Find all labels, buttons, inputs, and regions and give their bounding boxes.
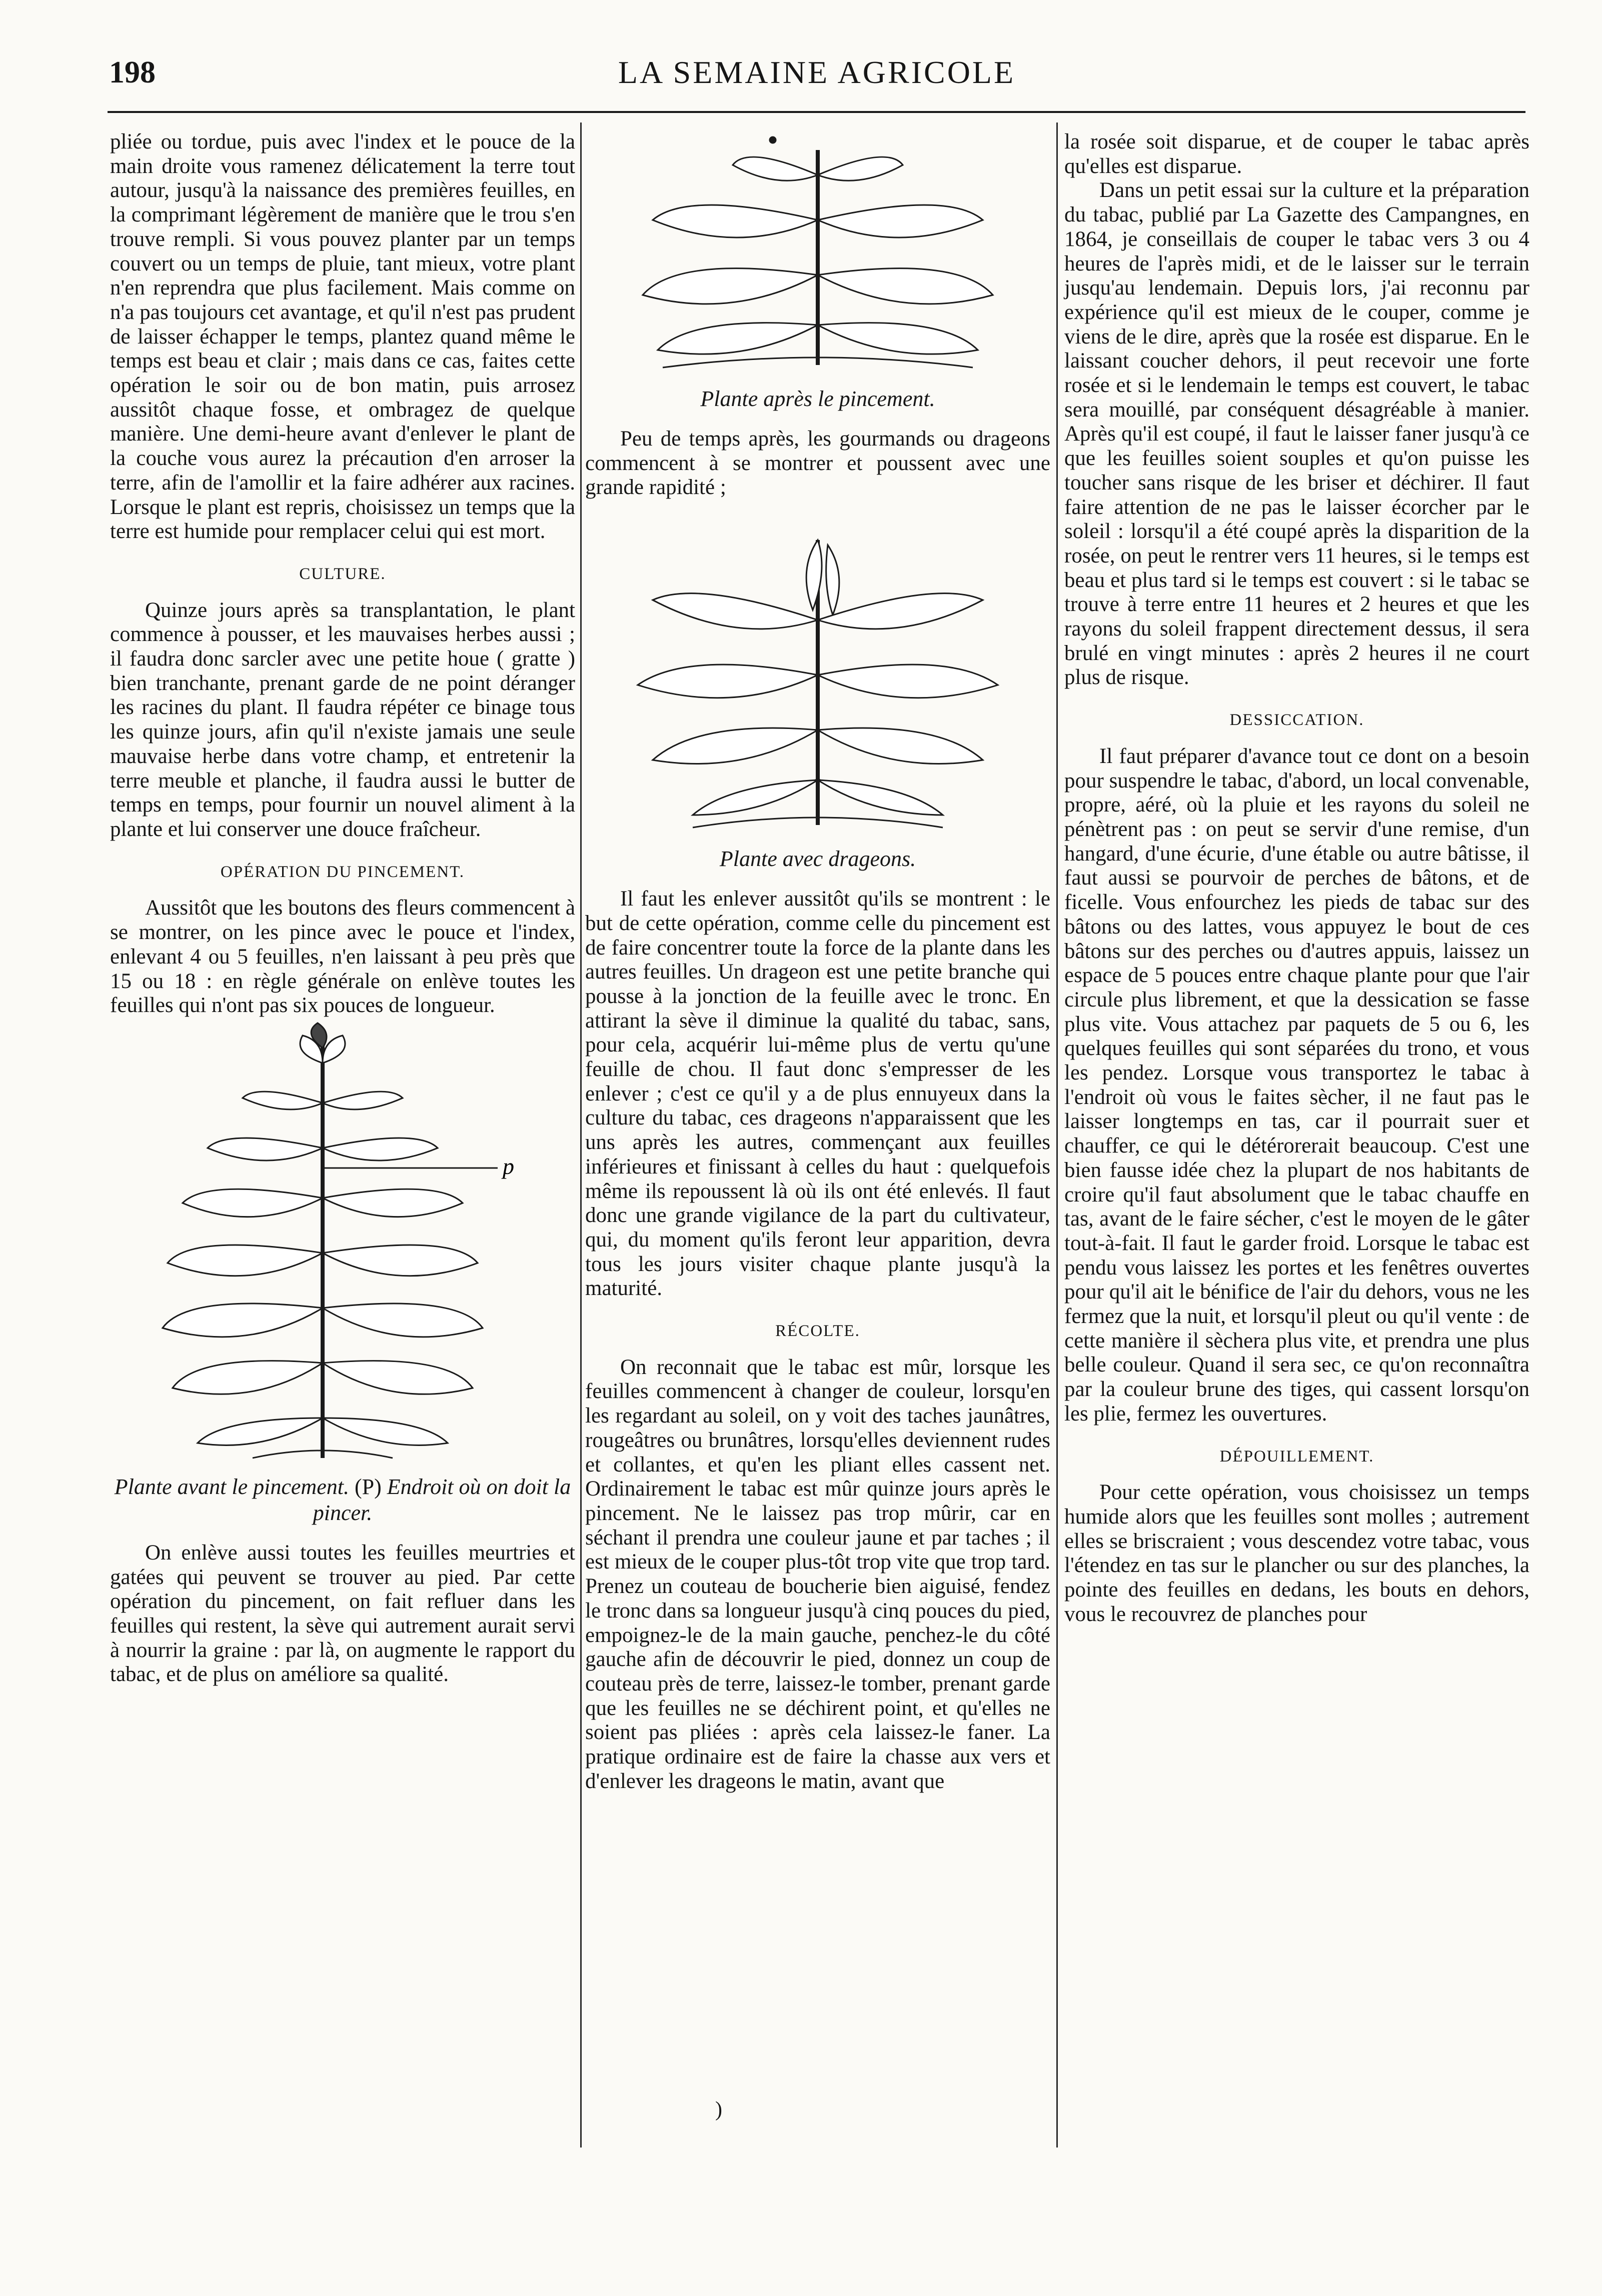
paragraph: la rosée soit disparue, et de couper le tabac après qu'elles est disparue.	[1064, 130, 1529, 178]
figure-caption	[110, 1474, 575, 1526]
paragraph: Aussitôt que les boutons des fleurs commencent à se montrer, on les pince avec le pouce et l'index, enlevant 4 ou 5 feuilles, n'en laissant à peu près que 15 ou 18 : en règle générale on enlève toutes les feuilles qui n'ont pas six pouces de longueur.	[110, 896, 575, 1018]
column-2	[585, 130, 1050, 1794]
figure-caption: Plante après le pincement.	[700, 386, 935, 411]
section-heading: OPÉRATION DU PINCEMENT.	[220, 862, 465, 881]
plant-with-suckers-illustration	[618, 520, 1018, 840]
paragraph: On reconnait que le tabac est mûr, lorsque les feuilles commencent à changer de couleur, lorsqu'en les regardant au soleil, on y voit des taches jaunâtres, rougeâtres ou brunâtres, lorsqu'elles deviennent rudes et collantes, et qu'en les pliant elles cassent net. Ordinairement le tabac est mûr quinze jours après le pincement. Ne le laissez pas trop mûrir, car en séchant il prendra une couleur jaune et par taches ; il est mieux de le couper plus-tôt trop vite que trop tard. Prenez un couteau de boucherie bien aiguisé, fendez le tronc dans sa longueur jusqu'à cinq pouces du pied, empoignez-le de la main gauche, penchez-le du côté gauche afin de découvrir le pied, donnez un coup de couteau près de terre, laissez-le tomber, prenant garde que les feuilles ne se déchirent point, et qu'elles ne soient pas pliées : après cela laissez-le faner. La pratique ordinaire est de faire la chasse aux vers et d'enlever les drageons le matin, avant que	[585, 1355, 1050, 1793]
paragraph: Pour cette opération, vous choisissez un temps humide alors que les feuilles sont molles ; autrement elles se briscraient ; vous descendez votre tabac, vous l'étendez en tas sur le plancher ou sur des planches, la pointe des feuilles en dedans, les bouts en dehors, vous le recouvrez de planches pour	[1064, 1480, 1529, 1626]
caption-title: Plante avant le pincement.	[114, 1474, 349, 1499]
pinch-point-label: p	[503, 1153, 514, 1179]
paragraph: On enlève aussi toutes les feuilles meurtries et gatées qui peuvent se trouver au pied. Par cette opération du pincement, on fait refluer dans les feuilles qui restent, la sève qui autrement aurait servi à nourrir la graine : par là, on augmente le rapport du tabac, et de plus on améliore sa qualité.	[110, 1540, 575, 1686]
caption-marker: (P)	[354, 1474, 382, 1499]
section-heading: RÉCOLTE.	[775, 1322, 860, 1340]
paragraph: Il faut préparer d'avance tout ce dont on a besoin pour suspendre le tabac, d'abord, un local convenable, propre, aéré, où la pluie et les rayons du soleil ne pénètrent pas : on peut se servir d'une remise, d'un hangard, d'une écurie, d'une étable ou autre bâtisse, il faut aussi se pourvoir de perches de bâtons, et de ficelle. Vous enfourchez les pieds de tabac sur des bâtons ou des lattes, vous appuyez le bout de ces bâtons sur des perches ou d'autres appuis, laissez un espace de 5 pouces entre chaque plante pour que l'air circule plus librement, et que la dessication se fasse plus vite. Vous attachez par paquets de 5 ou 6, les quelques feuilles qui sont séparées du trono, et vous les pendez. Lorsque vous transportez le tabac à l'endroit où vous le faites sècher, il ne faut pas le laisser longtemps en tas, car il pourrait suer et chauffer, ce qui le détérorerait beaucoup. C'est une bien fausse idée chez la plupart de nos habitants de croire qu'il faut absolument que le tabac chauffe en tas, avant de le faire sécher, c'est le moyen de le gâter tout-à-fait. Il faut le garder froid. Lorsque le tabac est pendu vous laissez les portes et les fenêtres ouvertes pour qu'il ait le bénifice de l'air du dehors, vous ne les fermez que la nuit, et lorsqu'il pleut ou qu'il vente : de cette manière il sèchera plus vite, et prendra une plus belle couleur. Quand il sera sec, ce qu'on reconnaîtra par la couleur brune des tiges, qui cassent lorsqu'on les plie, fermez les ouvertures.	[1064, 744, 1529, 1426]
caption-note: Endroit où on doit la pincer.	[313, 1474, 571, 1525]
paragraph: Peu de temps après, les gourmands ou drageons commencent à se montrer et poussent avec une grande rapidité ;	[585, 427, 1050, 500]
plant-before-pinching-illustration	[153, 1018, 533, 1468]
paragraph: Dans un petit essai sur la culture et la préparation du tabac, publié par La Gazette des Campangnes, en 1864, je conseillais de couper le tabac vers 3 ou 4 heures de l'après midi, et de le laisser sur le terrain jusqu'au lendemain. Depuis lors, j'ai reconnu par expérience qu'il est mieux de le couper, comme je viens de le dire, après que la rosée est disparue. En le laissant coucher dehors, il peut recevoir une forte rosée et si le lendemain le temps est couvert, le tabac sera mouillé, par conséquent désagréable à manier. Après qu'il est coupé, il faut le laisser faner jusqu'à ce que les feuilles soient souples et qu'on puisse les toucher sans risque de les briser et déchirer. Il faut faire attention de ne pas le laisser écorcher par le soleil : lorsqu'il a été coupé après la disparition de la rosée, on peut le rentrer vers 11 heures, si le temps est beau et plus tard si le temps est couvert : si le tabac se trouve à terre entre 11 heures et 2 heures et que les rayons du soleil frappent directement dessus, il sera brulé en vingt minutes : après 2 heures il ne court plus de risque.	[1064, 178, 1529, 690]
column-divider	[1056, 122, 1058, 2148]
section-heading: CULTURE.	[299, 564, 386, 583]
figure-caption: Plante avec drageons.	[719, 846, 916, 872]
paragraph: pliée ou tordue, puis avec l'index et le pouce de la main droite vous ramenez délicatement la terre tout autour, jusqu'à la naissance des premières feuilles, en la comprimant légèrement de manière que le trou s'en trouve rempli. Si vous pouvez planter par un temps couvert ou un temps de pluie, tant mieux, votre plant n'en reprendra que plus facilement. Mais comme on n'a pas toujours cet avantage, et qu'il n'est pas prudent de laisser échapper le temps, plantez quand même le temps est beau et clair ; mais dans ce cas, faites cette opération le soir ou de bon matin, puis arrosez aussitôt chaque fosse, et ombragez de quelque manière. Une demi-heure avant d'enlever le plant de la couche vous aurez la précaution d'en arroser la terre, afin de l'amollir et la faire adhérer aux racines. Lorsque le plant est repris, choisissez un temps que la terre est humide pour remplacer celui qui est mort.	[110, 130, 575, 544]
section-heading: DESSICCATION.	[1229, 711, 1364, 730]
paragraph: Quinze jours après sa transplantation, le plant commence à pousser, et les mauvaises herbes aussi ; il faudra donc sarcler avec une petite houe ( gratte ) bien tranchante, prenant garde de ne point déranger les racines du plant. Il faudra répéter ce binage tous les quinze jours, afin qu'il n'existe jamais une seule mauvaise herbe dans votre champ, et entretenir la terre meuble et planche, il faudra aussi le butter de temps en temps, pour fournir un nouvel aliment à la plante et lui conserver une douce fraîcheur.	[110, 598, 575, 841]
page-number: 198	[109, 56, 156, 90]
column-1	[110, 130, 575, 1687]
section-heading: DÉPOUILLEMENT.	[1219, 1447, 1374, 1466]
running-title: LA SEMAINE AGRICOLE	[618, 54, 1016, 90]
plant-after-pinching-illustration	[623, 130, 1013, 380]
page-mark: )	[715, 2098, 722, 2121]
page-header	[109, 50, 1524, 105]
header-rule	[108, 111, 1525, 113]
column-divider	[580, 122, 582, 2148]
column-3	[1064, 130, 1529, 1626]
paragraph: Il faut les enlever aussitôt qu'ils se montrent : le but de cette opération, comme celle du pincement est de faire concentrer toute la force de la plante dans les autres feuilles. Un drageon est une petite branche qui pousse à la jonction de la feuille avec le tronc. En attirant la sève il diminue la qualité du tabac, sans, pour cela, acquérir lui-même plus de vertu qu'une feuille de chou. Il faut donc s'empresser de les enlever ; c'est ce qu'il y a de plus ennuyeux dans la culture du tabac, ces drageons n'apparaissent que les uns après les autres, commençant aux feuilles inférieures et finissant à celles du haut : quelquefois même ils repoussent là où ils ont été enlevés. Il faut donc une grande vigilance de la part du cultivateur, qui, du moment qu'ils feront leur apparition, devra tous les jours visiter chaque plante jusqu'à la maturité.	[585, 887, 1050, 1300]
